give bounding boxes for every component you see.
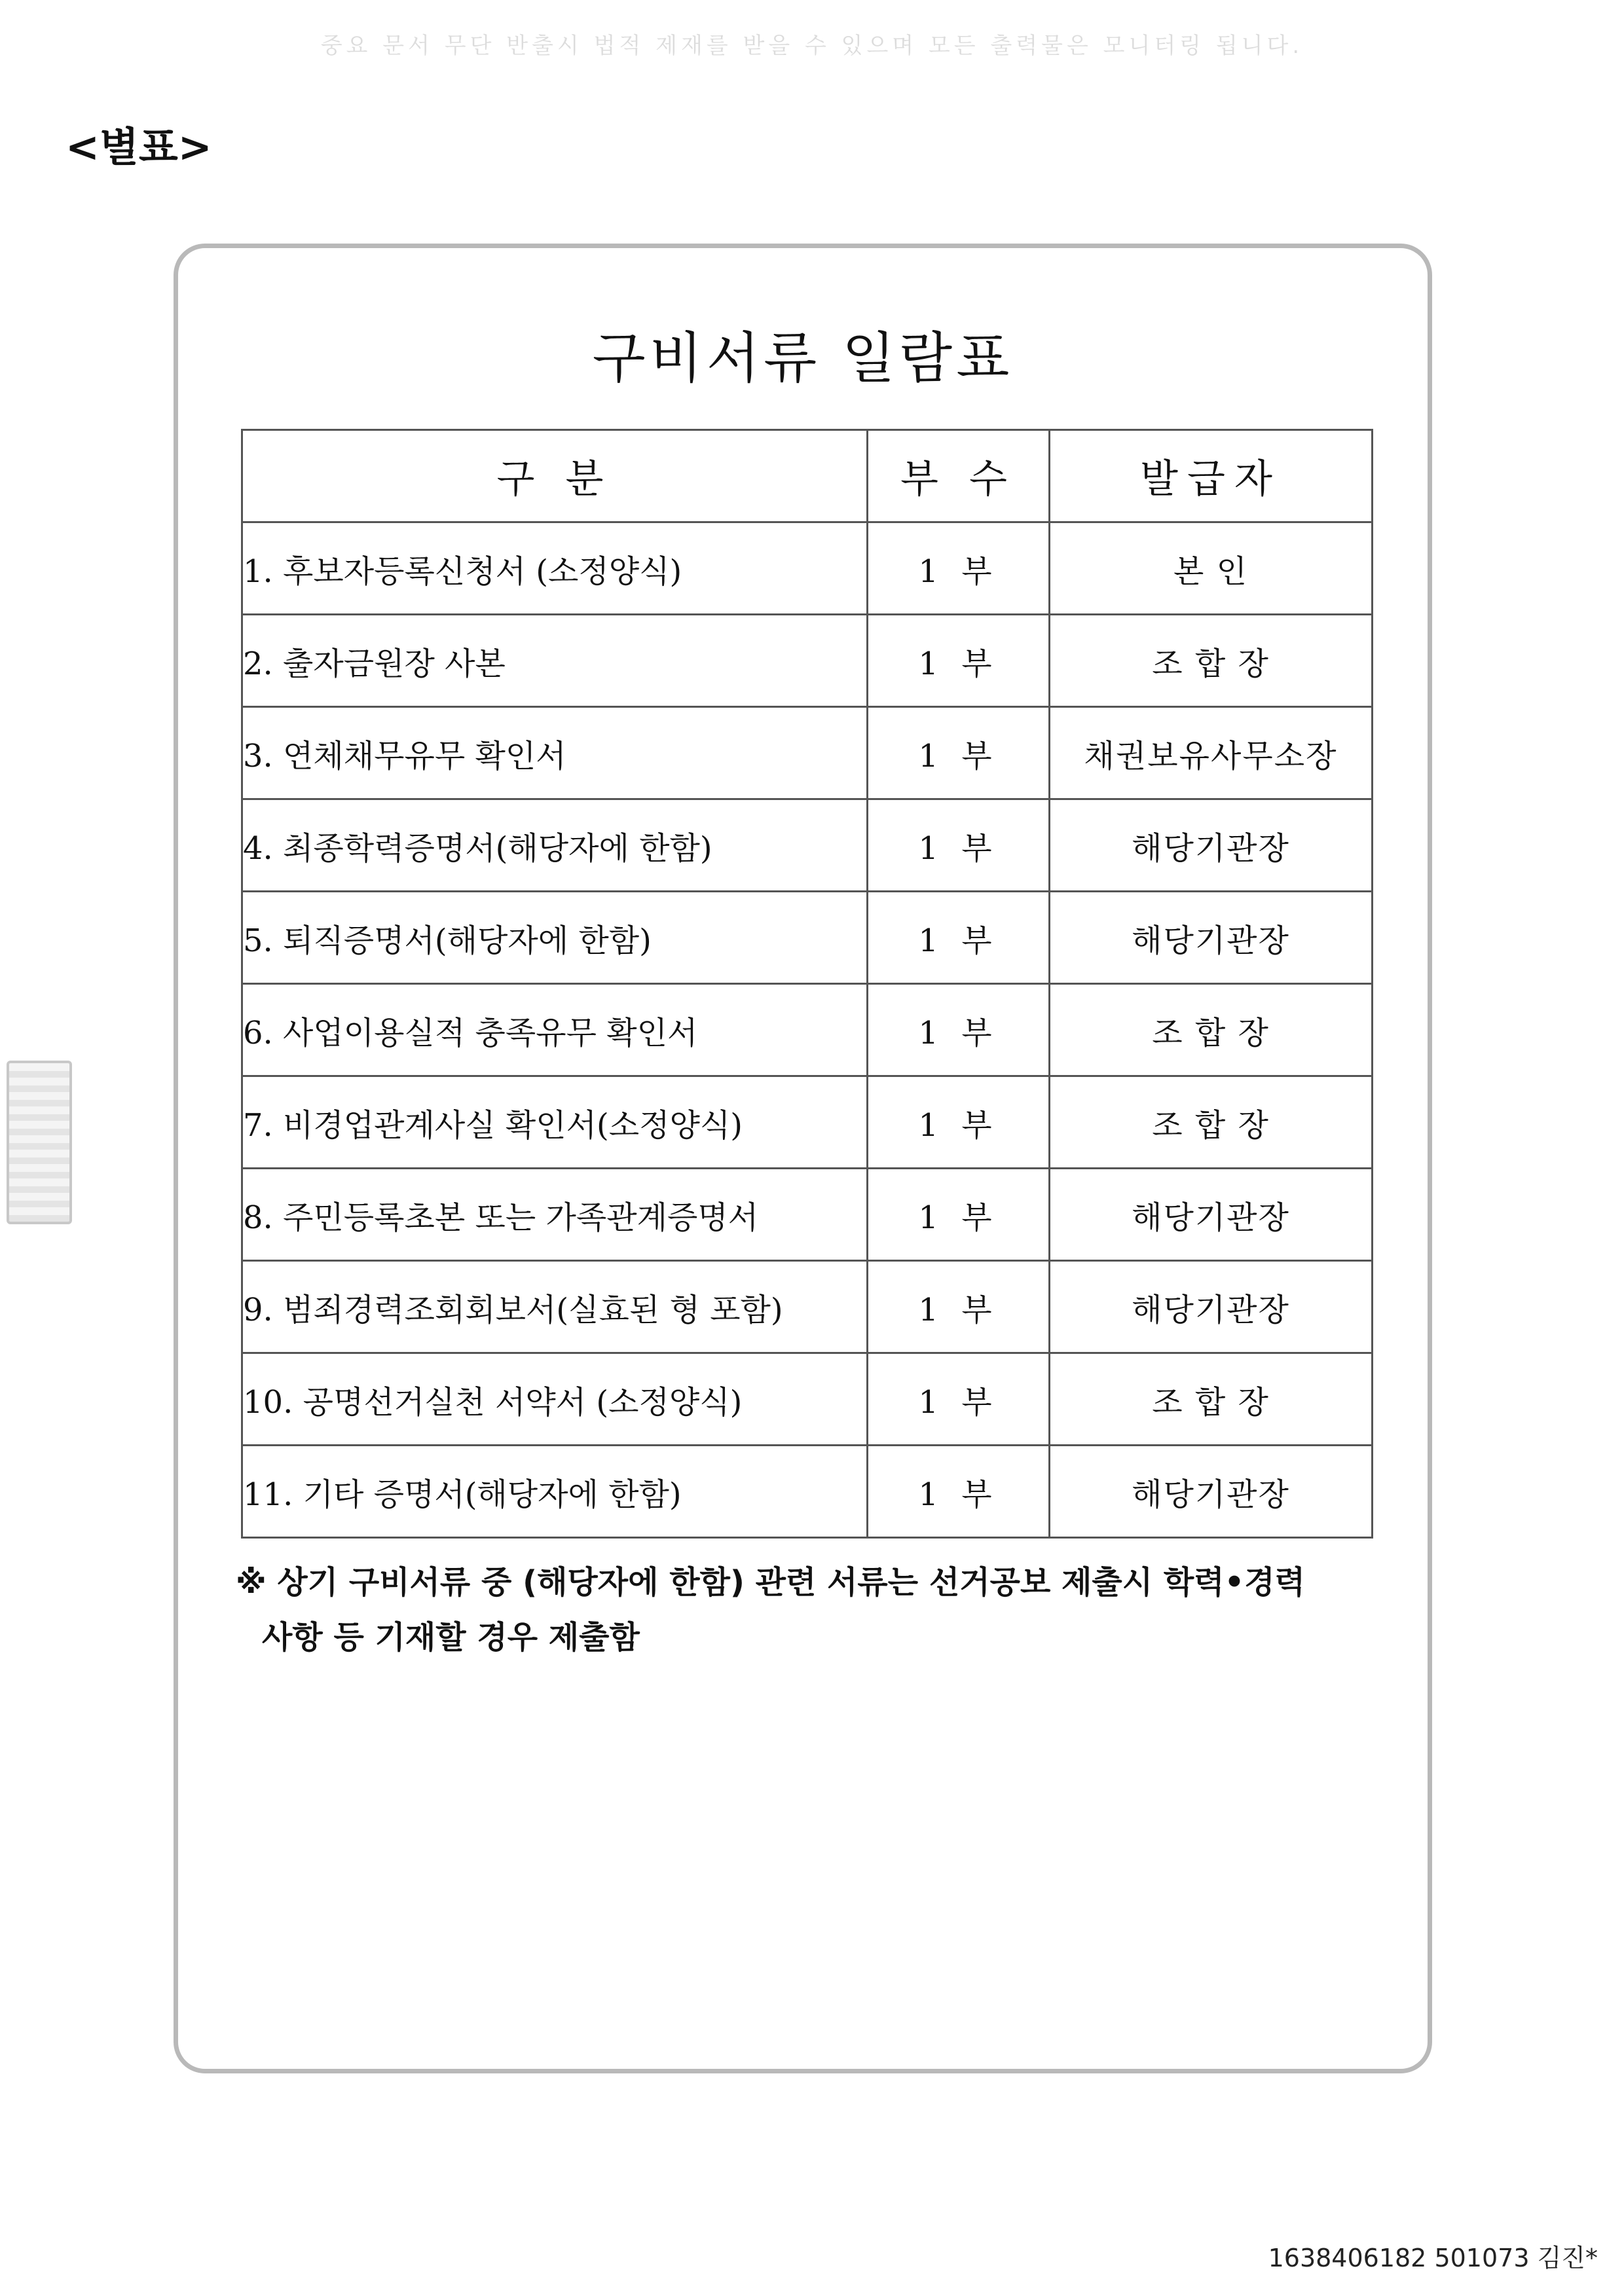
issuer-cell: 조 합 장 [1050, 1076, 1373, 1169]
issuer-cell: 해당기관장 [1050, 1169, 1373, 1261]
document-name-cell: 5. 퇴직증명서(해당자에 한함) [242, 892, 868, 984]
copies-cell: 1 부 [868, 1446, 1050, 1538]
seal-stamp [7, 1061, 72, 1224]
annex-label: <별표> [65, 123, 212, 171]
documents-table [241, 429, 1373, 1539]
copies-cell: 1 부 [868, 892, 1050, 984]
copies-cell: 1 부 [868, 1169, 1050, 1261]
document-name-cell: 1. 후보자등록신청서 (소정양식) [242, 522, 868, 615]
copies-cell: 1 부 [868, 799, 1050, 892]
table-row [242, 1076, 1373, 1169]
footnote-line-2: 사항 등 기재할 경우 제출함 [262, 1619, 640, 1656]
table-row [242, 615, 1373, 707]
document-name-cell: 7. 비경업관계사실 확인서(소정양식) [242, 1076, 868, 1169]
table-row [242, 799, 1373, 892]
issuer-cell: 해당기관장 [1050, 799, 1373, 892]
issuer-cell: 해당기관장 [1050, 1261, 1373, 1353]
document-name-cell: 3. 연체채무유무 확인서 [242, 707, 868, 799]
table-row [242, 1446, 1373, 1538]
copies-cell: 1 부 [868, 707, 1050, 799]
issuer-cell: 해당기관장 [1050, 892, 1373, 984]
header-category: 구 분 [242, 430, 868, 522]
copies-cell: 1 부 [868, 615, 1050, 707]
copies-cell: 1 부 [868, 522, 1050, 615]
document-name-cell: 11. 기타 증명서(해당자에 한함) [242, 1446, 868, 1538]
table-row [242, 1353, 1373, 1446]
issuer-cell: 조 합 장 [1050, 615, 1373, 707]
footnote-line-1: ※ 상기 구비서류 중 (해당자에 한함) 관련 서류는 선거공보 제출시 학력•경력 [236, 1564, 1306, 1601]
table-row [242, 707, 1373, 799]
table-row [242, 892, 1373, 984]
issuer-cell: 조 합 장 [1050, 984, 1373, 1076]
document-name-cell: 2. 출자금원장 사본 [242, 615, 868, 707]
document-name-cell: 6. 사업이용실적 충족유무 확인서 [242, 984, 868, 1076]
issuer-cell: 해당기관장 [1050, 1446, 1373, 1538]
document-name-cell: 9. 범죄경력조회회보서(실효된 형 포함) [242, 1261, 868, 1353]
table-row [242, 984, 1373, 1076]
footnote [236, 1555, 1388, 1665]
table-header-row [242, 430, 1373, 522]
table-row [242, 1169, 1373, 1261]
issuer-cell: 본 인 [1050, 522, 1373, 615]
issuer-cell: 채권보유사무소장 [1050, 707, 1373, 799]
print-tracking-code: 1638406182 501073 김진* [1268, 2244, 1598, 2272]
copies-cell: 1 부 [868, 1353, 1050, 1446]
page-title: 구비서류 일람표 [592, 326, 1014, 390]
document-name-cell: 10. 공명선거실천 서약서 (소정양식) [242, 1353, 868, 1446]
table-row [242, 522, 1373, 615]
table-row [242, 1261, 1373, 1353]
header-count: 부 수 [868, 430, 1050, 522]
watermark-notice: 중요 문서 무단 반출시 법적 제재를 받을 수 있으며 모든 출력물은 모니터링 됩니다. [320, 33, 1304, 59]
document-name-cell: 4. 최종학력증명서(해당자에 한함) [242, 799, 868, 892]
issuer-cell: 조 합 장 [1050, 1353, 1373, 1446]
copies-cell: 1 부 [868, 1261, 1050, 1353]
copies-cell: 1 부 [868, 984, 1050, 1076]
copies-cell: 1 부 [868, 1076, 1050, 1169]
header-issuer: 발급자 [1050, 430, 1373, 522]
document-name-cell: 8. 주민등록초본 또는 가족관계증명서 [242, 1169, 868, 1261]
